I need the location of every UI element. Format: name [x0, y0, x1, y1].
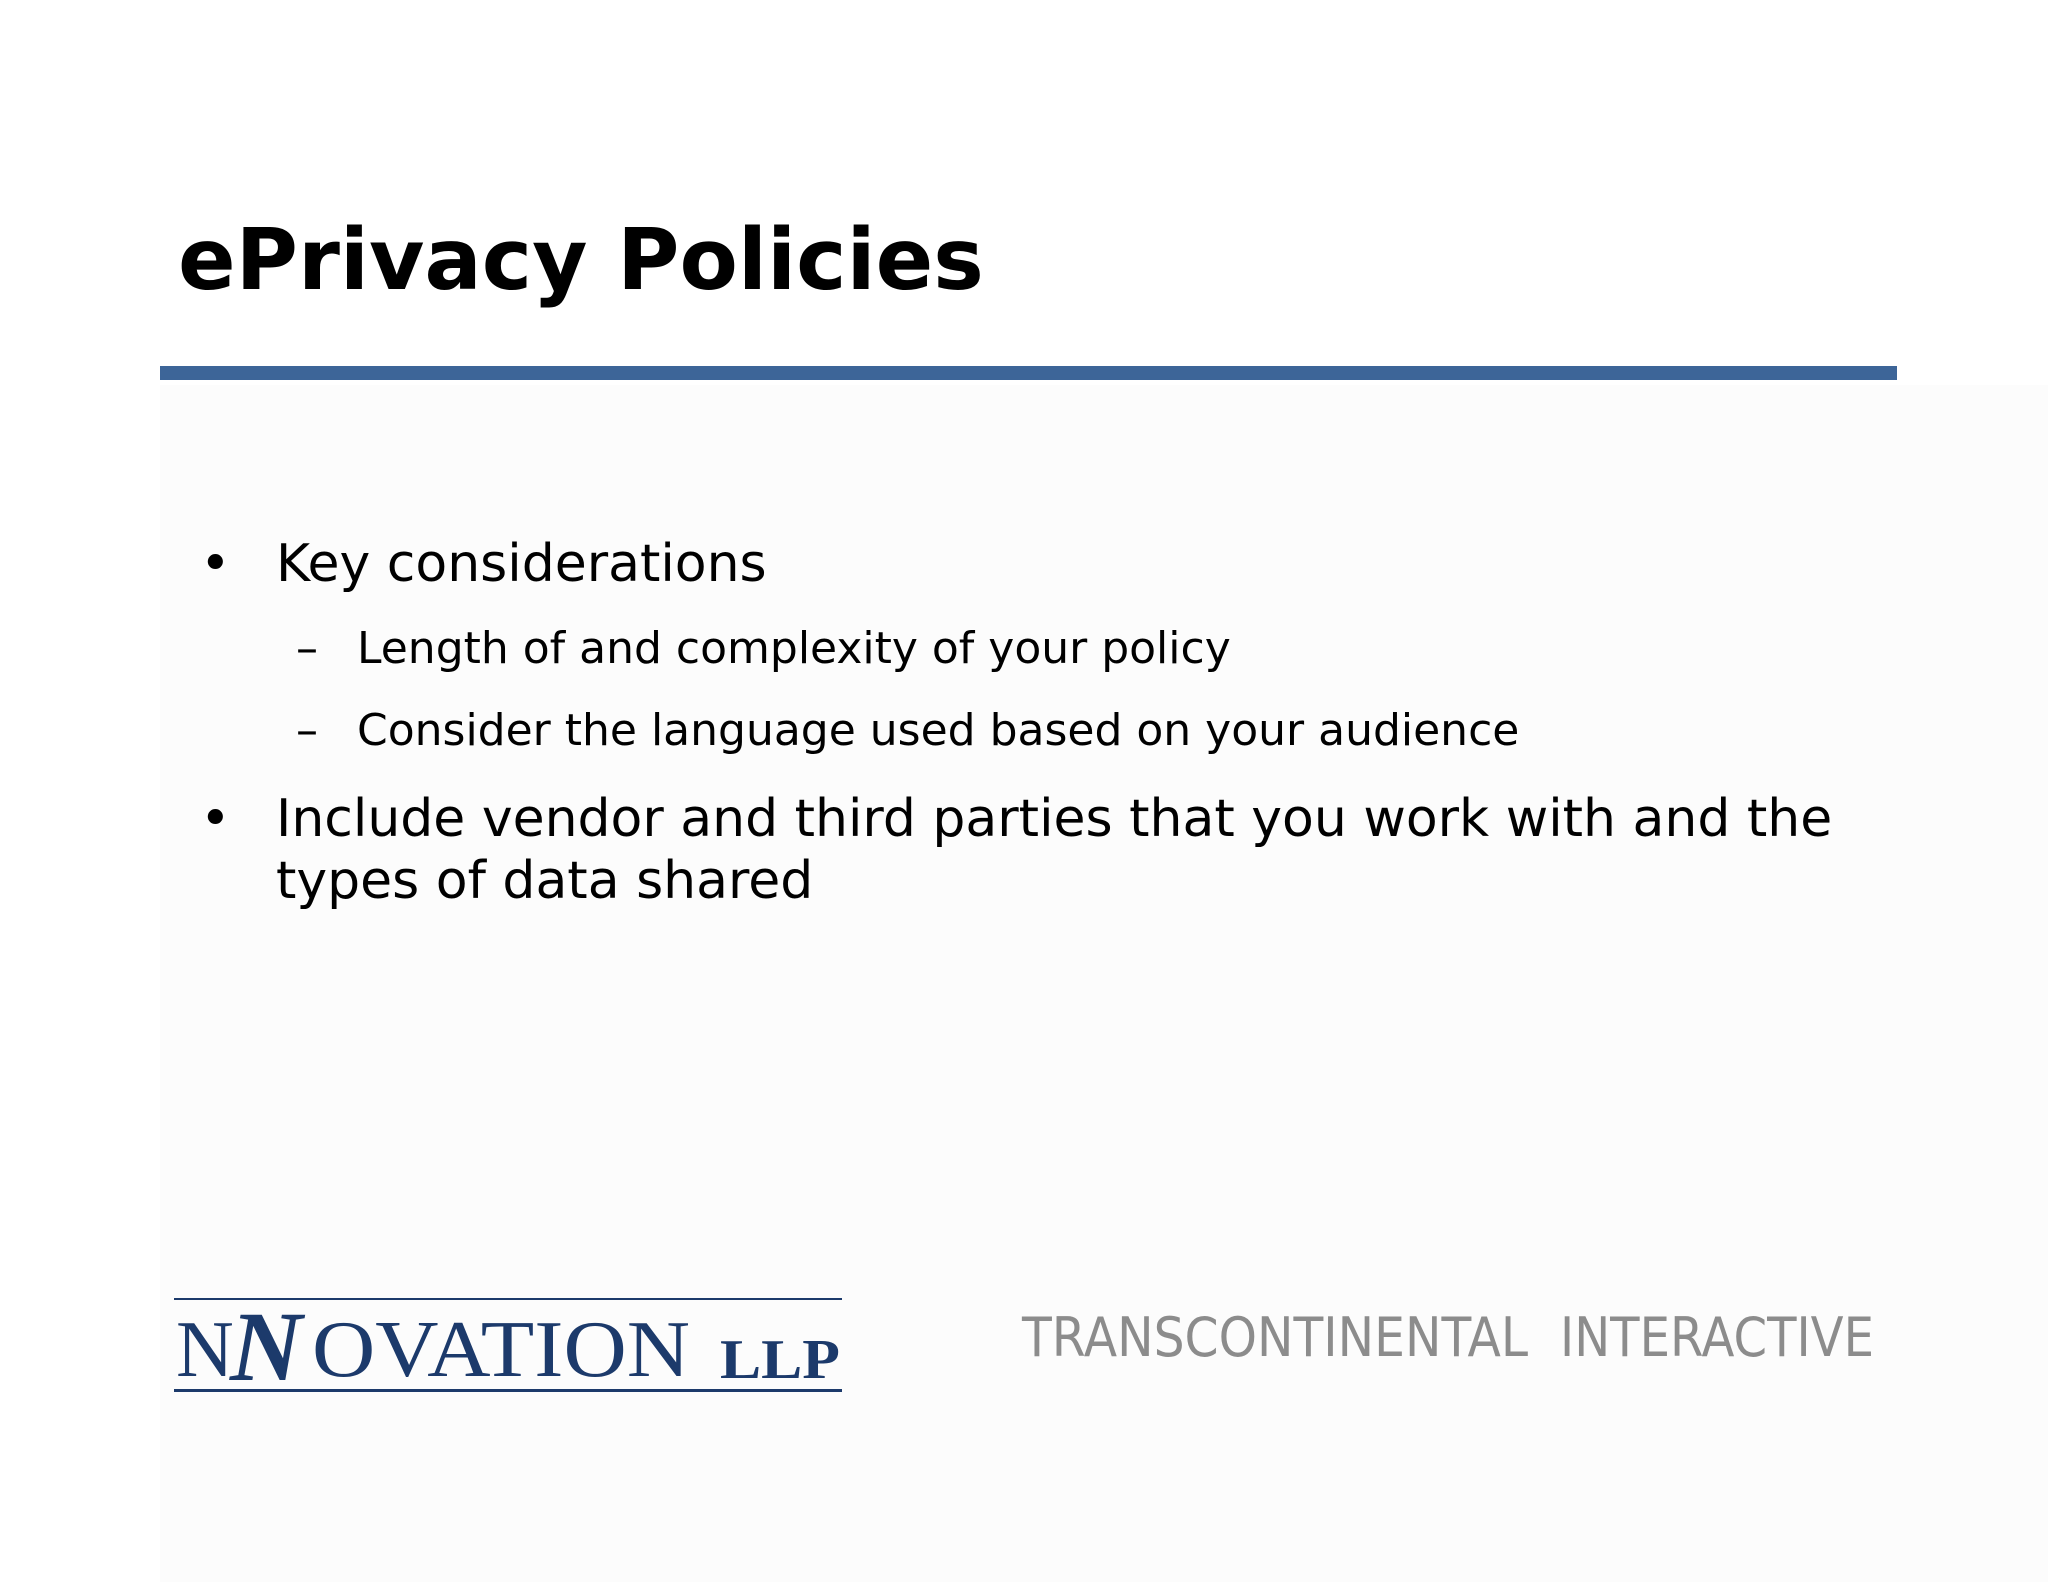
bullet-text-line-1: Include vendor and third parties that you work with and the: [276, 789, 1833, 849]
svg-text:LLP: LLP: [720, 1329, 840, 1391]
svg-text:TRANSCONTINENTAL: TRANSCONTINENTAL: [1021, 1306, 1528, 1369]
bullet-marker: •: [200, 534, 231, 594]
sub-bullet-text: Length of and complexity of your policy: [357, 623, 1231, 674]
svg-text:OVATION: OVATION: [312, 1306, 690, 1394]
transcontinental-logo: [1021, 1306, 1874, 1369]
bullet-text-line-2: types of data shared: [276, 851, 814, 911]
svg-text:N: N: [230, 1291, 303, 1402]
sub-bullet-text: Consider the language used based on your audience: [357, 705, 1520, 756]
sub-bullet-marker: –: [296, 623, 318, 674]
bullet-marker: •: [200, 789, 231, 849]
svg-text:INTERACTIVE: INTERACTIVE: [1560, 1306, 1874, 1369]
sub-bullet-marker: –: [296, 705, 318, 756]
nnovation-logo: [174, 1291, 842, 1402]
title-divider: [160, 366, 1897, 380]
bullet-text: Key considerations: [276, 534, 767, 594]
svg-text:N: N: [176, 1306, 234, 1394]
slide-title: ePrivacy Policies: [178, 211, 984, 310]
